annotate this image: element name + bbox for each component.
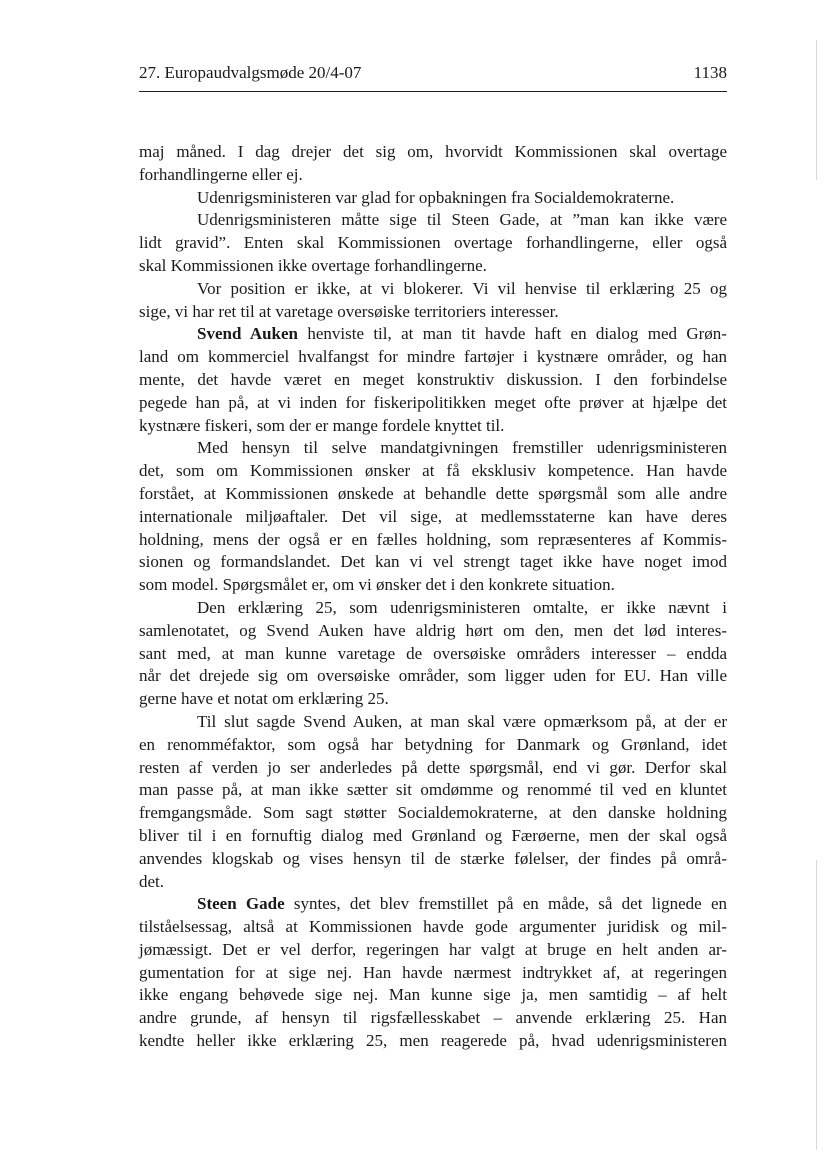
text-line: gumentation for at sige nej. Han havde nærmest indtrykket af, at regeringen: [139, 962, 727, 982]
text-line: bliver til i en fornuftig dialog med Grønland og Færøerne, men der skal også: [139, 825, 727, 845]
text-line: samlenotatet, og Svend Auken have aldrig hørt om den, men det lød interes-: [139, 620, 727, 640]
text-line: lidt gravid”. Enten skal Kommissionen overtage forhandlingerne, eller også: [139, 233, 727, 253]
text-segment: syntes, det blev fremstillet på en måde, så det lignede en: [284, 894, 727, 914]
text-line: når det drejede sig om oversøiske områder, som ligger uden for EU. Han ville: [139, 666, 727, 686]
text-line: en renomméfaktor, som også har betydning for Danmark og Grønland, idet: [139, 734, 727, 754]
text-line: kystnære fiskeri, som der er mange fordele knyttet til.: [139, 415, 505, 435]
text-line: man passe på, at man ikke sætter sit omdømme og renommé til ved en kluntet: [139, 780, 727, 800]
text-line: andre grunde, af hensyn til rigsfællesskabet – anvende erklæring 25. Han: [139, 1008, 727, 1028]
text-line: mente, det havde været en meget konstruktiv diskussion. I den forbindelse: [139, 369, 727, 389]
text-line: Den erklæring 25, som udenrigsministeren omtalte, er ikke nævnt i: [197, 597, 727, 617]
text-line: pegede han på, at vi inden for fiskeripolitikken meget ofte prøver at hjælpe det: [139, 392, 727, 412]
text-line: [139, 893, 727, 916]
text-segment: henviste til, at man tit havde haft en dialog med Grøn-: [298, 324, 727, 344]
text-line: det, som om Kommissionen ønsker at få eksklusiv kompetence. Han havde: [139, 461, 727, 481]
text-line: kendte heller ikke erklæring 25, men reagerede på, hvad udenrigsministeren: [139, 1031, 727, 1051]
document-body: [139, 141, 727, 1053]
text-line: jømæssigt. Det er vel derfor, regeringen har valgt at bruge en helt anden ar-: [139, 939, 727, 959]
text-line: Udenrigsministeren var glad for opbakningen fra Socialdemokraterne.: [197, 187, 675, 207]
text-line: Til slut sagde Svend Auken, at man skal være opmærksom på, at der er: [197, 711, 727, 731]
text-line: forhandlingerne eller ej.: [139, 164, 303, 184]
text-line: sionen og formandslandet. Det kan vi vel strengt taget ikke have noget imod: [139, 552, 727, 572]
text-line: maj måned. I dag drejer det sig om, hvorvidt Kommissionen skal overtage: [139, 142, 727, 161]
text-line: fremgangsmåde. Som sagt støtter Socialdemokraterne, at den danske holdning: [139, 803, 727, 823]
page-header: [139, 62, 727, 86]
text-line: anvendes klogskab og vises hensyn til de stærke følelser, der findes på områ-: [139, 848, 727, 868]
text-line: sant med, at man kunne varetage de oversøiske områders interesser – endda: [139, 643, 727, 663]
text-line: forstået, at Kommissionen ønskede at behandle dette spørgsmål som alle andre: [139, 483, 727, 503]
text-line: det.: [139, 871, 165, 891]
text-line: ikke engang behøvede sige nej. Man kunne sige ja, men samtidig – af helt: [139, 985, 727, 1005]
text-line: resten af verden jo ser anderledes på dette spørgsmål, end vi gør. Derfor skal: [139, 757, 727, 777]
speaker-name: Steen Gade: [197, 894, 285, 914]
text-line: skal Kommissionen ikke overtage forhandlingerne.: [139, 255, 487, 275]
header-rule: [139, 91, 727, 92]
scan-edge-mark: [816, 40, 817, 180]
text-line: land om kommerciel hvalfangst for mindre fartøjer i kystnære områder, og han: [139, 347, 727, 367]
page-number: 1138: [693, 63, 727, 82]
text-line: tilståelsessag, altså at Kommissionen havde gode argumenter juridisk og mil-: [139, 917, 727, 937]
text-line: sige, vi har ret til at varetage oversøiske territoriers interesser.: [139, 301, 559, 321]
text-line: Udenrigsministeren måtte sige til Steen Gade, at ”man kan ikke være: [197, 210, 727, 230]
text-line: gerne have et notat om erklæring 25.: [139, 689, 389, 709]
text-line: holdning, mens der også er en fælles holdning, som repræsenteres af Kommis-: [139, 529, 727, 549]
meeting-title: 27. Europaudvalgsmøde 20/4-07: [139, 63, 362, 82]
text-line: Med hensyn til selve mandatgivningen fremstiller udenrigsministeren: [197, 438, 727, 458]
speaker-name: Svend Auken: [197, 324, 298, 344]
text-line: som model. Spørgsmålet er, om vi ønsker det i den konkrete situation.: [139, 575, 615, 595]
text-line: [139, 323, 727, 346]
text-line: Vor position er ikke, at vi blokerer. Vi vil henvise til erklæring 25 og: [197, 278, 727, 298]
scan-edge-mark: [816, 860, 817, 1150]
text-line: internationale miljøaftaler. Det vil sige, at medlemsstaterne kan have deres: [139, 506, 727, 526]
